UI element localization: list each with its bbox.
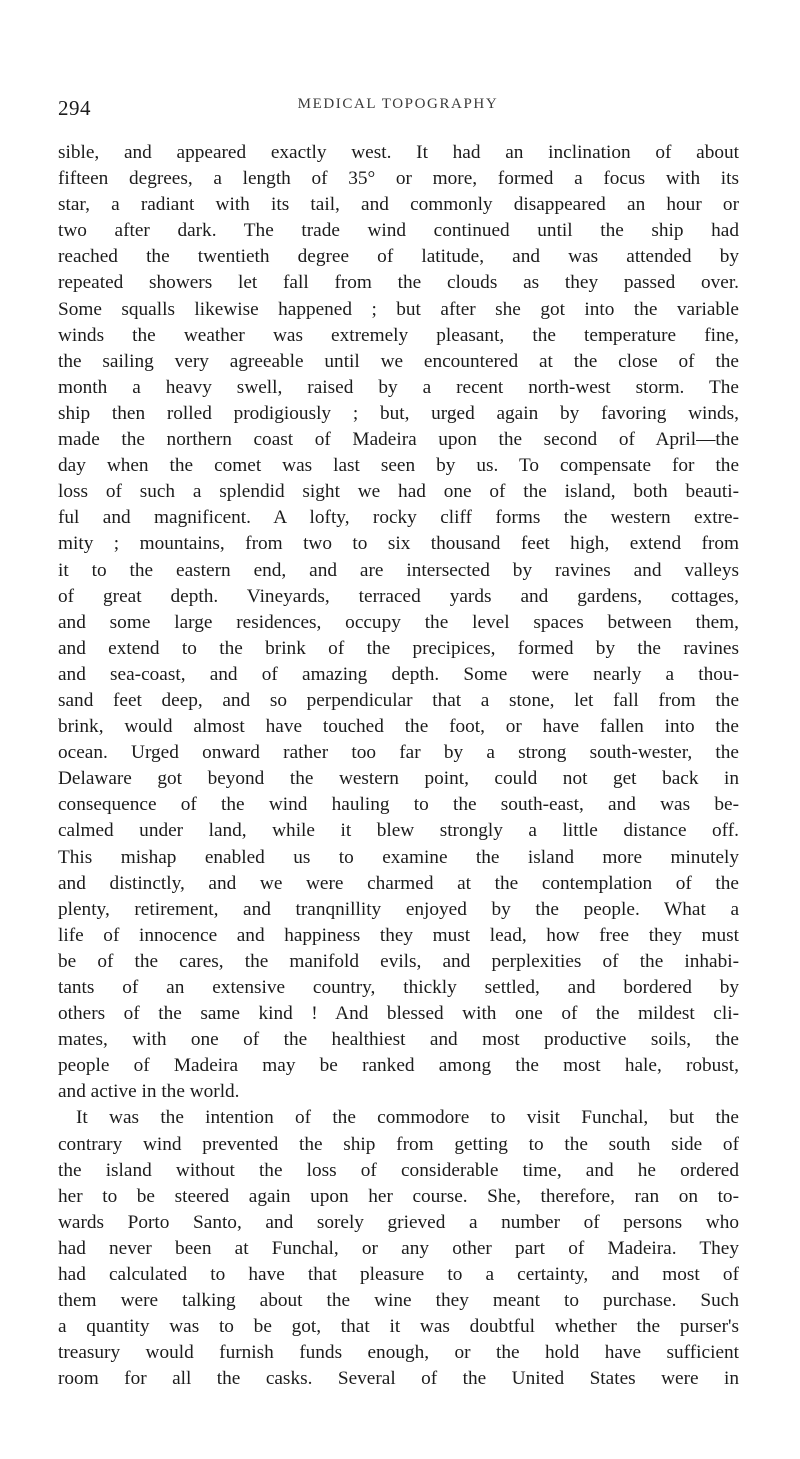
text-line: her to be steered again upon her course. She, therefore, ran on to-	[58, 1185, 739, 1207]
text-line: winds the weather was extremely pleasant, the temperature fine,	[58, 324, 739, 346]
text-line: calmed under land, while it blew strongly a little distance off.	[58, 820, 739, 842]
text-line: made the northern coast of Madeira upon the second of April—the	[58, 429, 739, 451]
text-line: two after dark. The trade wind continued until the ship had	[58, 220, 739, 242]
running-title: MEDICAL TOPOGRAPHY	[297, 96, 499, 112]
text-line: fifteen degrees, a length of 35° or more, formed a focus with its	[58, 168, 739, 190]
text-line: the sailing very agreeable until we encountered at the close of the	[58, 350, 739, 372]
body-text	[58, 140, 739, 1393]
text-line: Some squalls likewise happened ; but after she got into the variable	[58, 298, 739, 320]
text-line: of great depth. Vineyards, terraced yards and gardens, cottages,	[58, 585, 739, 607]
text-line: and some large residences, occupy the level spaces between them,	[58, 611, 739, 633]
text-line: others of the same kind ! And blessed with one of the mildest cli-	[58, 1003, 739, 1025]
text-line: contrary wind prevented the ship from getting to the south side of	[58, 1133, 739, 1155]
page-header	[58, 92, 738, 122]
text-line: it to the eastern end, and are intersected by ravines and valleys	[58, 559, 739, 581]
text-line: sible, and appeared exactly west. It had an inclination of about	[58, 142, 739, 163]
text-line: and sea-coast, and of amazing depth. Some were nearly a thou-	[58, 663, 739, 685]
text-line: and extend to the brink of the precipices, formed by the ravines	[58, 637, 739, 659]
text-line: people of Madeira may be ranked among the most hale, robust,	[58, 1055, 739, 1077]
text-line: room for all the casks. Several of the United States were in	[58, 1368, 739, 1390]
text-line: the island without the loss of considerable time, and he ordered	[58, 1159, 739, 1181]
text-line: had calculated to have that pleasure to a certainty, and most of	[58, 1264, 739, 1286]
text-line: be of the cares, the manifold evils, and perplexities of the inhabi-	[58, 950, 739, 972]
text-line: treasury would furnish funds enough, or the hold have sufficient	[58, 1342, 739, 1364]
text-line: loss of such a splendid sight we had one of the island, both beauti-	[58, 481, 739, 503]
text-line: consequence of the wind hauling to the south-east, and was be-	[58, 794, 739, 816]
text-line: repeated showers let fall from the clouds as they passed over.	[58, 272, 739, 294]
text-line: This mishap enabled us to examine the island more minutely	[58, 846, 739, 868]
text-line: tants of an extensive country, thickly settled, and bordered by	[58, 977, 739, 998]
text-line: brink, would almost have touched the foot, or have fallen into the	[58, 716, 739, 738]
text-line: ocean. Urged onward rather too far by a strong south-wester, the	[58, 742, 739, 764]
text-line: mity ; mountains, from two to six thousand feet high, extend from	[58, 533, 739, 555]
text-line: had never been at Funchal, or any other part of Madeira. They	[58, 1237, 739, 1259]
text-line: It was the intention of the commodore to visit Funchal, but the	[76, 1107, 739, 1129]
text-line: ful and magnificent. A lofty, rocky cliff forms the western extre-	[58, 507, 739, 529]
text-line: month a heavy swell, raised by a recent north-west storm. The	[58, 376, 739, 398]
text-line: plenty, retirement, and tranqnillity enjoyed by the people. What a	[58, 898, 739, 920]
text-line: and distinctly, and we were charmed at the contemplation of the	[58, 872, 739, 894]
text-line: reached the twentieth degree of latitude, and was attended by	[58, 246, 739, 268]
text-line: life of innocence and happiness they must lead, how free they must	[58, 924, 739, 946]
text-line: a quantity was to be got, that it was doubtful whether the purser's	[58, 1316, 739, 1338]
text-line: mates, with one of the healthiest and most productive soils, the	[58, 1029, 739, 1051]
text-line: them were talking about the wine they meant to purchase. Such	[58, 1290, 739, 1312]
text-line: wards Porto Santo, and sorely grieved a number of persons who	[58, 1211, 739, 1233]
page-number: 294	[58, 96, 91, 120]
text-line: sand feet deep, and so perpendicular that a stone, let fall from the	[58, 689, 739, 711]
text-line: and active in the world.	[58, 1081, 240, 1103]
text-line: star, a radiant with its tail, and commonly disappeared an hour or	[58, 194, 739, 216]
text-line: ship then rolled prodigiously ; but, urged again by favoring winds,	[58, 402, 739, 424]
text-line: day when the comet was last seen by us. To compensate for the	[58, 455, 739, 477]
text-line: Delaware got beyond the western point, could not get back in	[58, 768, 739, 790]
